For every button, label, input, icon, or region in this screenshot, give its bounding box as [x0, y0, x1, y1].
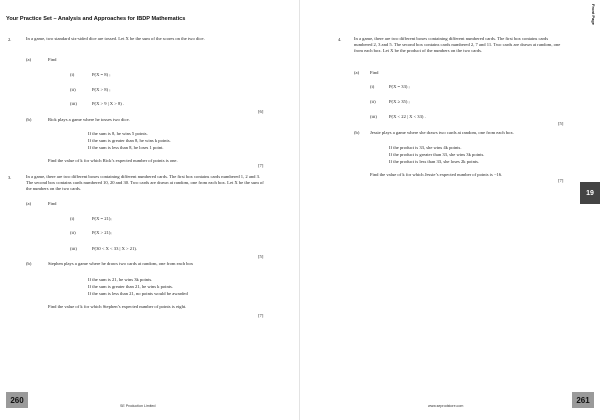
q4a-label: (a): [354, 70, 360, 75]
q2a-i-label: (i): [70, 72, 75, 77]
right-page: [300, 0, 600, 420]
q2b-marks: [7]: [258, 163, 264, 168]
q3a-label: (a): [26, 201, 32, 206]
q4b-rule-3: If the product is less than 33, she loses 2k points.: [389, 159, 480, 164]
left-footer-text: SE Production Limited: [120, 404, 156, 408]
q3b-marks: [7]: [258, 313, 264, 318]
q2a-ii-text: P(X > 8) ;: [92, 87, 111, 92]
q2b-text: Rick plays a game where he tosses two dice.: [48, 117, 130, 122]
q3b-rule-3: If the sum is less than 21, no points would be awarded: [88, 291, 188, 296]
q2a-i-text: P(X = 8) ;: [92, 72, 111, 77]
q4b-text: Jessie plays a game where she draws two cards at random, one from each box.: [370, 130, 514, 135]
page-header-title: Your Practice Set – Analysis and Approaches for IBDP Mathematics: [6, 16, 186, 22]
q4a-iii-text: P(X < 22 | X < 33) .: [389, 114, 426, 119]
q2-stem: In a game, two standard six-sided dice are tossed. Let X be the sum of the scores on the two dice.: [26, 36, 205, 41]
q3a-ii-text: P(X > 21);: [92, 230, 112, 235]
q3a-i-text: P(X = 21);: [92, 216, 112, 221]
q3a-i-label: (i): [70, 216, 75, 221]
q2a-ii-label: (ii): [70, 87, 76, 92]
right-page-number: 261: [572, 392, 594, 408]
q2b-rule-3: If the sum is less than 8, he loses 1 point.: [88, 145, 164, 150]
q2a-label: (a): [26, 57, 32, 62]
q3b-text: Stephen plays a game where he draws two cards at random, one from each box: [48, 261, 194, 266]
q3a-marks: [5]: [258, 254, 264, 259]
front-page-label: Front Page: [591, 4, 596, 25]
q2b-rule-2: If the sum is greater than 8, he wins k points.: [88, 138, 171, 143]
q4a-i-label: (i): [370, 84, 375, 89]
q2a-iii-label: (iii): [70, 101, 77, 106]
q3a-iii-text: P(30 < X < 33 | X > 21).: [92, 246, 138, 251]
q2b-rule-1: If the sum is 8, he wins 5 points.: [88, 131, 148, 136]
left-page-number: 260: [6, 392, 28, 408]
q3a-iii-label: (iii): [70, 246, 77, 251]
q3b-rule-1: If the sum is 21, he wins 3k points.: [88, 277, 153, 282]
q4a-iii-label: (iii): [370, 114, 377, 119]
q4a-ii-label: (ii): [370, 99, 376, 104]
q2b-find: Find the value of k for which Rick’s expected number of points is one.: [48, 158, 178, 163]
q4-number: 4.: [338, 37, 342, 42]
q2b-label: (b): [26, 117, 32, 122]
q3a-text: Find: [48, 201, 57, 206]
q2a-text: Find: [48, 57, 57, 62]
q4a-text: Find: [370, 70, 379, 75]
q3a-ii-label: (ii): [70, 230, 76, 235]
q4-stem: In a game, there are two different boxes containing different numbered cards. The first box contains cards numbered 2, 3 and 5. The second box contains cards numbered 2, 7 and 11. Two cards are drawn at random, one from each box. Let X be the product of the numbers on the two cards.: [354, 36, 561, 54]
q2-number: 2.: [8, 37, 12, 42]
q3-stem: In a game, there are two different boxes containing different numbered cards. The first box contains cards numbered 1, 2 and 3. The second box contains cards numbered 10, 20 and 30. Two cards are drawn at random, one from each box. Let X be the sum of the numbers on the two cards.: [26, 174, 264, 192]
q3b-rule-2: If the sum is greater than 21, he wins k points.: [88, 284, 173, 289]
q4b-label: (b): [354, 130, 360, 135]
q4a-i-text: P(X = 33) ;: [389, 84, 410, 89]
q4a-marks: [5]: [558, 121, 564, 126]
q2a-marks: [6]: [258, 109, 264, 114]
q3b-find: Find the value of k for which Stephen’s expected number of points is eight.: [48, 304, 187, 309]
q4b-marks: [7]: [558, 178, 564, 183]
q4b-find: Find the value of k for which Jessie’s expected number of points is −16.: [370, 172, 503, 177]
q4b-rule-1: If the product is 33, she wins 4k points.: [389, 145, 462, 150]
q3b-label: (b): [26, 261, 32, 266]
q4b-rule-2: If the product is greater than 33, she wins 3k points.: [389, 152, 485, 157]
q2a-iii-text: P(X > 9 | X > 8) .: [92, 101, 125, 106]
right-footer-text: www.seprodstore.com: [428, 404, 464, 408]
q4a-ii-text: P(X ≥ 35) ;: [389, 99, 410, 104]
chapter-tab[interactable]: 19: [580, 182, 600, 204]
q3-number: 3.: [8, 175, 12, 180]
